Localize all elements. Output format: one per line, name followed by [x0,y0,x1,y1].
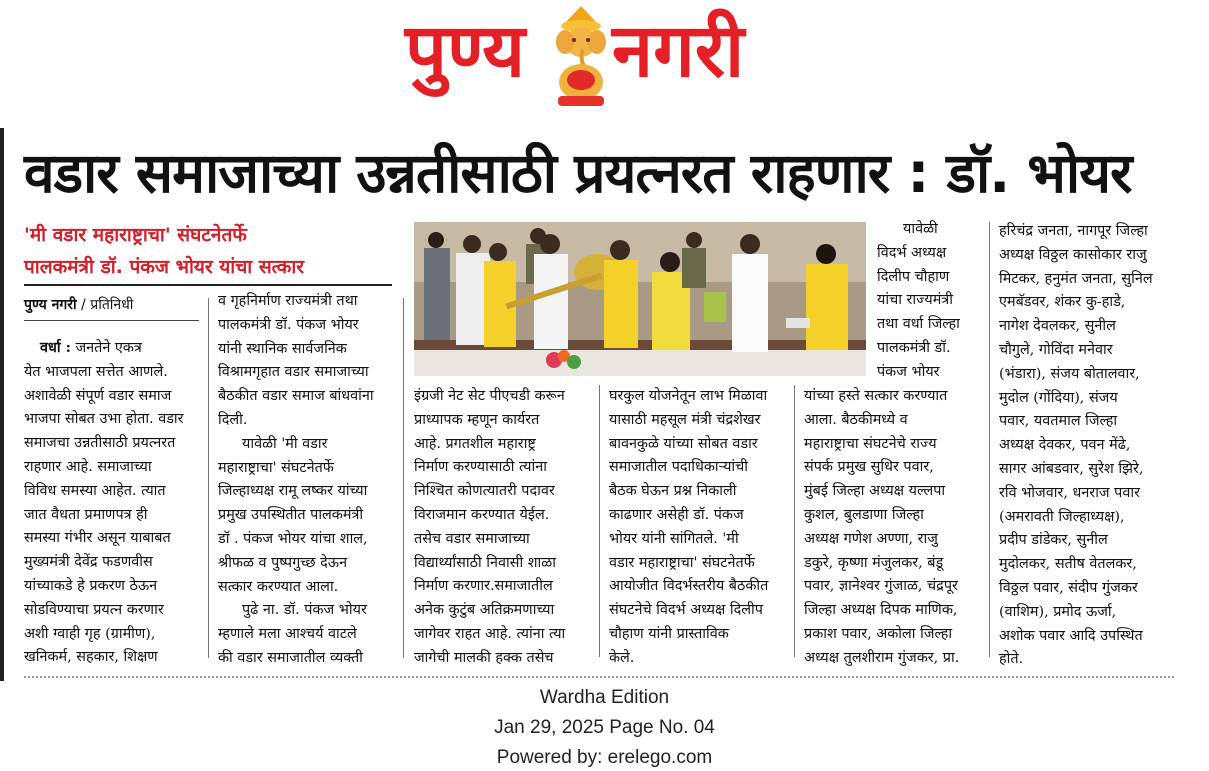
article-headline: वडार समाजाच्या उन्नतीसाठी प्रयत्नरत राहणार : डॉ. भोयर [24,141,1132,205]
article-photo [414,222,866,376]
column-2-line: डॉ . पंकज भोयर यांचा शाल, [218,530,368,547]
column-3-line: विद्यार्थ्यांसाठी निवासी शाळा [414,554,556,571]
column-3-line: विराजमान करण्यात येईल. [414,506,550,523]
column-2-line: म्हणाले मला आश्चर्य वाटले [218,626,357,643]
column-6-line: चौगुले, गोविंदा मनेवार [999,341,1113,358]
column-1-line: राहणार आहे. समाजाच्या [24,458,152,475]
column-2-line: दिली. [218,411,248,428]
column-1-line: वर्धा : जनतेने एकत्र [40,339,142,356]
column-5-line: पालकमंत्री डॉ. [877,339,951,356]
column-4-line: घरकुल योजनेतून लाभ मिळावा [609,388,768,404]
column-3-line: तसेच वडार समाजाच्या [414,530,530,547]
column-6-line: नागेश देवलकर, सुनील [999,318,1116,335]
column-3-line: अनेक कुटुंब अतिक्रमणाच्या [414,602,555,619]
column-divider [599,385,600,657]
footer-edition: Wardha Edition [539,687,670,708]
column-2-line: जिल्हाध्यक्ष रामू लष्कर यांच्या [218,483,368,500]
column-1-line: समाजचा उन्नतीसाठी प्रयत्नरत [24,435,176,452]
column-5-line: संपर्क प्रमुख सुधिर पवार, [804,459,934,476]
column-5-line: महाराष्ट्राचा संघटनेचे राज्य [804,435,937,452]
column-1-line: अशी ग्वाही गृह (ग्रामीण), [24,625,156,642]
column-2-line: यांनी स्थानिक सार्वजनिक [218,340,347,357]
column-5-line: मुंबई जिल्हा अध्यक्ष यल्लपा [804,483,946,500]
column-6-line: (अमरावती जिल्हाध्यक्ष), [999,508,1125,525]
column-6-line: हरिचंद्र जनता, नागपूर जिल्हा [999,223,1148,239]
article-column-2 [218,290,393,671]
column-3-line: प्राध्यापक म्हणून कार्यरत [414,411,540,428]
column-5-line: विदर्भ अध्यक्ष [877,244,947,261]
ganesha-icon [550,2,612,108]
dateline: वर्धा : [40,339,71,356]
column-4-line: वडार महाराष्ट्राचा' संघटनेतर्फे [609,554,755,571]
column-1-line: अशावेळी संपूर्ण वडार समाज [24,387,172,404]
column-6-line: प्रदीप डांडेकर, सुनील [999,532,1108,549]
masthead-title-left: पुण्य [405,8,526,94]
column-2-line: श्रीफळ व पुष्पगुच्छ देऊन [218,554,348,571]
column-5-line: तथा वर्धा जिल्हा [877,316,960,333]
column-6-line: अध्यक्ष विठ्ठल कासोकार राजु [999,246,1147,263]
felicitation-photo-image [414,222,866,376]
column-2-line: यावेळी 'मी वडार [242,435,328,452]
column-2-line: की वडार समाजातील व्यक्ती [218,649,363,666]
column-2-line: प्रमुख उपस्थितीत पालकमंत्री [218,507,364,524]
margin-bar [0,128,4,681]
footer-powered-by-link[interactable]: Powered by: erelego.com [496,747,713,768]
column-2-line: विश्रामगृहात वडार समाजाच्या [218,364,369,381]
column-1-line: येत भाजपला सत्तेत आणले. [24,363,168,380]
article-subheadline-line-2: पालकमंत्री डॉ. पंकज भोयर यांचा सत्कार [24,256,305,278]
article-column-3 [414,385,589,671]
column-2-line: सत्कार करण्यात आला. [218,578,339,595]
masthead-title-right: नगरी [612,8,745,94]
column-5-line: यांच्या हस्ते सत्कार करण्यात [804,388,948,404]
article-column-6 [999,220,1175,672]
column-6-line: अशोक पवार आदि उपस्थित [999,627,1143,644]
column-1-line: सोडविण्याचा प्रयत्न करणार [24,601,164,618]
column-6-line: पवार, यवतमाल जिल्हा [999,413,1118,430]
footer-date-page: Jan 29, 2025 Page No. 04 [494,717,715,738]
column-6-line: मुदोलकर, सतीष वेतलकर, [999,556,1137,573]
column-5-line: आला. बैठकीमध्ये व [804,411,908,428]
column-5-line: दिलीप चौहाण [877,268,950,285]
column-4-line: चौहाण यांनी प्रास्ताविक [609,625,729,642]
column-1-line: विविध समस्या आहेत. त्यात [24,482,166,499]
column-5-line: प्रकाश पवार, अकोला जिल्हा [804,625,953,642]
column-2-line: महाराष्ट्राचा' संघटनेतर्फे [218,459,334,476]
column-5-line: पवार, ज्ञानेश्वर गुंजाळ, चंद्रपूर [804,578,958,595]
column-6-line: अध्यक्ष देवकर, पवन मेंढे, [999,437,1131,454]
column-2-line: पुढे ना. डॉ. पंकज भोयर [242,602,367,619]
byline-source: पुण्य नगरी [24,297,77,313]
column-1-line: समस्या गंभीर असून याबाबत [24,530,171,547]
article-column-5 [804,385,979,671]
column-divider [208,298,209,658]
column-4-line: भोयर यांनी सांगितले. 'मी [609,530,739,547]
article-column-5-top [877,218,979,385]
column-2-line: व गृहनिर्माण राज्यमंत्री तथा [218,293,358,309]
column-6-line: विठ्ठल पवार, संदीप गुंजकर [999,579,1138,596]
article-column-1 [24,336,199,670]
column-6-line: एमबॅडवर, शंकर कु-हाडे, [999,294,1126,311]
column-6-line: (वाशिम), प्रमोद ऊर्जा, [999,603,1117,620]
article-subheadline-line-1: 'मी वडार महाराष्ट्राचा' संघटनेतर्फे [24,224,247,246]
masthead [0,0,1209,112]
column-5-line: यांचा राज्यमंत्री [877,292,953,309]
column-4-line: बावनकुळे यांच्या सोबत वडार [609,435,758,452]
column-5-line: अध्यक्ष गणेश अण्णा, राजु [804,530,938,547]
column-2-line: बैठकीत वडार समाज बांधवांना [218,388,374,405]
column-4-line: काढणार असेही डॉ. पंकज [609,506,744,523]
column-divider [989,222,990,657]
column-6-line: सागर आंबडवार, सुरेश झिरे, [999,460,1144,477]
column-4-line: बैठक घेऊन प्रश्न निकाली [609,483,737,500]
column-4-line: समाजातील पदाधिकाऱ्यांची [609,459,749,476]
column-6-line: रवि भोजवार, धनराज पवार [999,484,1140,501]
column-6-line: होते. [999,651,1024,668]
column-6-line: मुदोल (गोंदिया), संजय [999,389,1118,406]
column-3-line: जागेची मालकी हक्क तसेच [414,649,554,666]
column-4-line: केले. [609,649,635,666]
article-column-4 [609,385,784,671]
column-4-line: आयोजीत विदर्भस्तरीय बैठकीत [609,578,769,595]
column-6-line: (भंडारा), संजय बोतालवार, [999,365,1140,382]
column-3-line: निर्माण करण्यासाठी त्यांना [414,459,547,476]
column-5-line: जिल्हा अध्यक्ष दिपक माणिक, [804,602,958,619]
column-1-line: भाजपा सोबत उभा होता. वडार [24,411,184,428]
column-3-line: आहे. प्रगतशील महाराष्ट्र [414,435,536,452]
subheadline-divider [24,284,392,286]
column-5-line: पंकज भोयर [877,363,940,380]
column-2-line: पालकमंत्री डॉ. पंकज भोयर [218,316,359,333]
column-6-line: मिटकर, हनुमंत जनता, सुनिल [999,270,1153,287]
byline-separator: / [76,297,91,313]
column-3-line: जागेवर राहत आहे. त्यांना त्या [414,625,566,642]
column-5-line: यावेळी [903,221,938,237]
column-5-line: अध्यक्ष तुलशीराम गुंजकर, प्रा. [804,649,960,666]
byline-role: प्रतिनिधी [90,297,134,313]
column-1-line: खनिकर्म, सहकार, शिक्षण [24,649,158,666]
column-3-line: इंग्रजी नेट सेट पीएचडी करून [414,388,565,404]
column-4-line: संघटनेचे विदर्भ अध्यक्ष दिलीप [609,602,763,619]
byline [24,295,133,314]
column-4-line: यासाठी महसूल मंत्री चंद्रशेखर [609,411,761,428]
column-3-line: निश्चित कोणत्यातरी पदावर [414,483,555,500]
column-5-line: डकुरे, कृष्णा मंजुलकर, बंडू [804,554,944,571]
column-1-line: मुख्यमंत्री देवेंद्र फडणवीस [24,554,153,571]
column-5-line: कुशल, बुलडाणा जिल्हा [804,506,924,523]
column-1-line: यांच्याकडे हे प्रकरण ठेऊन [24,577,158,594]
column-3-line: निर्माण करणार.समाजातील [414,578,553,595]
column-divider [794,385,795,657]
column-1-line: जात वैधता प्रमाणपत्र ही [24,506,148,523]
byline-divider [24,320,199,321]
article-end-divider [24,676,1174,678]
column-divider [403,298,404,658]
